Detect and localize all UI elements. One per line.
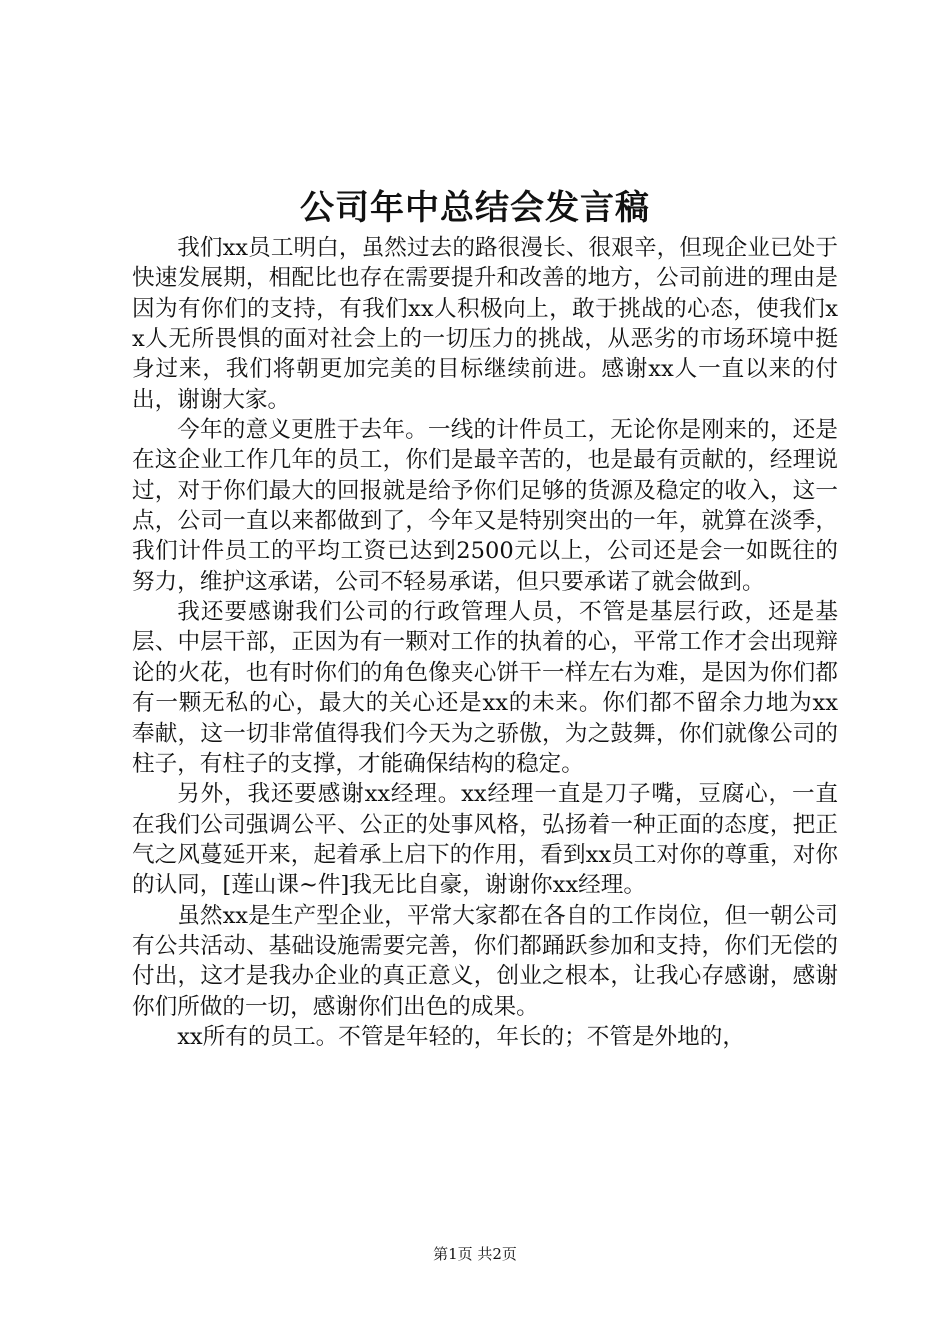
paragraph: 我还要感谢我们公司的行政管理人员，不管是基层行政，还是基层、中层干部，正因为有一颗对工作的执着的心，平常工作才会出现辩论的火花，也有时你们的角色像夹心饼干一样左右为难，是因为你们都有一颗无私的心，最大的关心还是xx的未来。你们都不留余力地为xx奉献，这一切非常值得我们今天为之骄傲，为之鼓舞，你们就像公司的柱子，有柱子的支撑，才能确保结构的稳定。 — [132, 599, 838, 777]
paragraph: 虽然xx是生产型企业，平常大家都在各自的工作岗位，但一朝公司有公共活动、基础设施需要完善，你们都踊跃参加和支持，你们无偿的付出，这才是我办企业的真正意义，创业之根本，让我心存感谢，感谢你们所做的一切，感谢你们出色的成果。 — [132, 902, 838, 1020]
paragraph: 我们xx员工明白，虽然过去的路很漫长、很艰辛，但现企业已处于快速发展期，相配比也存在需要提升和改善的地方，公司前进的理由是因为有你们的支持，有我们xx人积极向上，敢于挑战的心态，使我们xx人无所畏惧的面对社会上的一切压力的挑战，从恶劣的市场环境中挺身过来，我们将朝更加完美的目标继续前进。感谢xx人一直以来的付出，谢谢大家。 — [132, 235, 838, 413]
paragraph: xx所有的员工。不管是年轻的，年长的；不管是外地的， — [177, 1023, 745, 1050]
page-footer: 第1页 共2页 — [433, 1245, 517, 1263]
document-body — [132, 233, 838, 1052]
paragraph: 今年的意义更胜于去年。一线的计件员工，无论你是刚来的，还是在这企业工作几年的员工，你们是最辛苦的，也是最有贡献的，经理说过，对于你们最大的回报就是给予你们足够的货源及稳定的收入，这一点，公司一直以来都做到了，今年又是特别突出的一年，就算在淡季，我们计件员工的平均工资已达到2500元以上，公司还是会一如既往的努力，维护这承诺，公司不轻易承诺，但只要承诺了就会做到。 — [132, 417, 838, 595]
document-title: 公司年中总结会发言稿 — [300, 188, 650, 228]
paragraph: 另外，我还要感谢xx经理。xx经理一直是刀子嘴，豆腐心，一直在我们公司强调公平、公正的处事风格，弘扬着一种正面的态度，把正气之风蔓延开来，起着承上启下的作用，看到xx员工对你的尊重，对你的认同，[莲山课~件]我无比自豪，谢谢你xx经理。 — [132, 781, 838, 899]
